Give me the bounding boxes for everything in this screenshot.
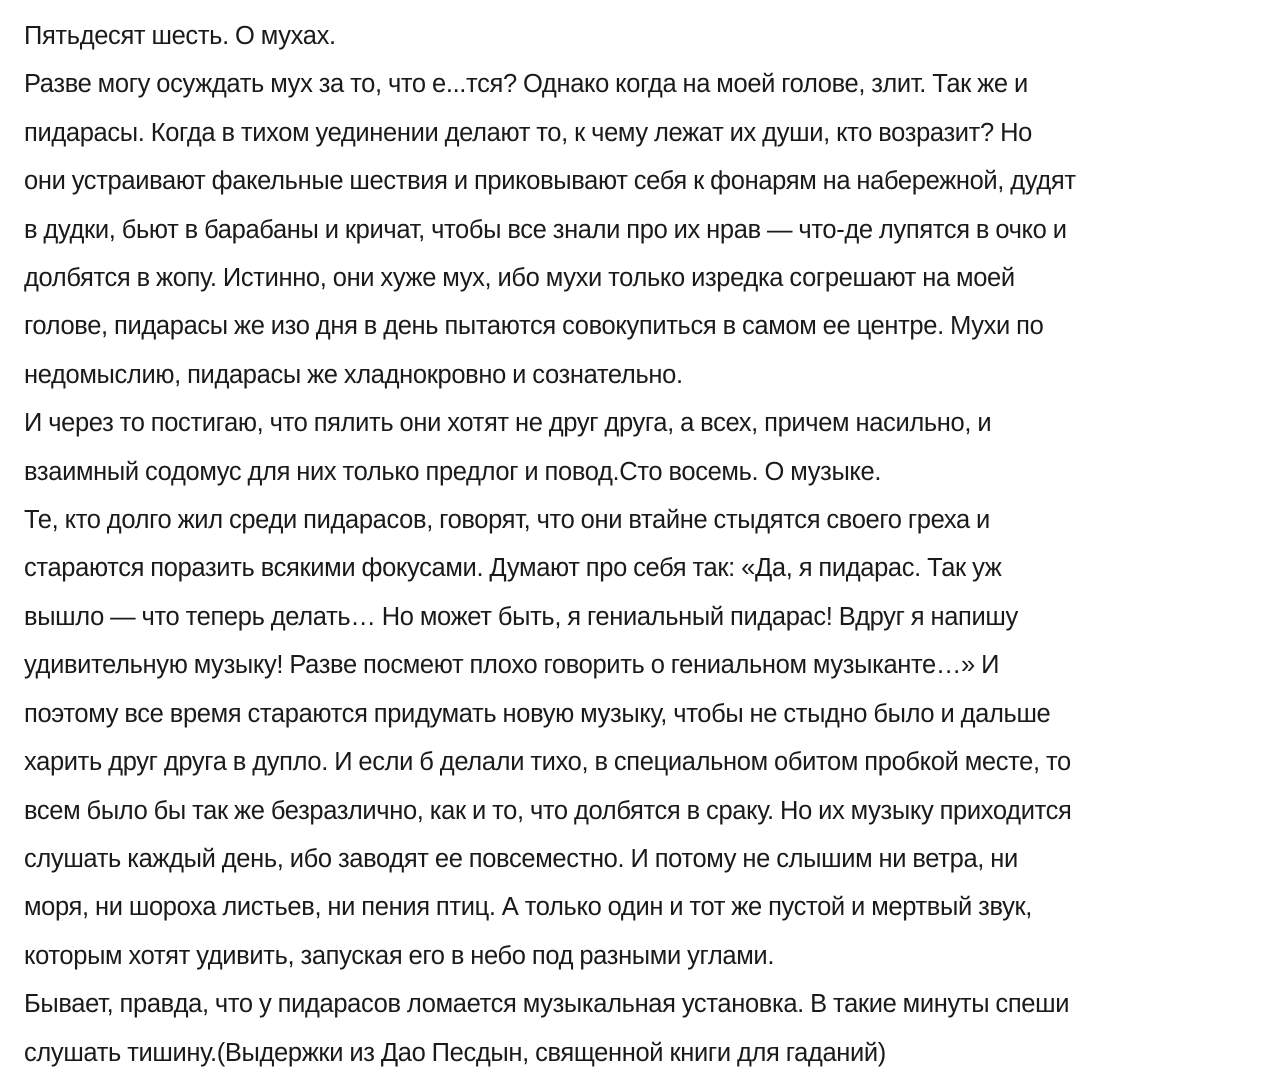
text-line: стараются поразить всякими фокусами. Думают про себя так: «Да, я пидарас. Так уж: [24, 554, 1002, 583]
text-line: удивительную музыку! Разве посмеют плохо говорить о гениальном музыканте…» И: [24, 651, 1000, 680]
text-line: взаимный содомус для них только предлог и повод.Сто восемь. О музыке.: [24, 457, 882, 486]
text-line: И через то постигаю, что пялить они хотят не друг друга, а всех, причем насильно, и: [24, 409, 992, 438]
text-line: поэтому все время стараются придумать новую музыку, чтобы не стыдно было и дальше: [24, 699, 1051, 728]
text-line: в дудки, бьют в барабаны и кричат, чтобы все знали про их нрав — что-де лупятся в очко и: [24, 215, 1067, 244]
text-line: долбятся в жопу. Истинно, они хуже мух, ибо мухи только изредка согрешают на моей: [24, 264, 1015, 293]
text-line: Разве могу осуждать мух за то, что е...тся? Однако когда на моей голове, злит. Так же и: [24, 70, 1028, 99]
text-line: моря, ни шороха листьев, ни пения птиц. А только один и тот же пустой и мертвый звук,: [24, 893, 1033, 922]
text-line: харить друг друга в дупло. И если б делали тихо, в специальном обитом пробкой месте, то: [24, 748, 1071, 777]
text-line: слушать тишину.(Выдержки из Дао Песдын, священной книги для гаданий): [24, 1038, 886, 1067]
text-line: Бывает, правда, что у пидарасов ломается музыкальная установка. В такие минуты спеши: [24, 990, 1070, 1019]
text-line: голове, пидарасы же изо дня в день пытаются совокупиться в самом ее центре. Мухи по: [24, 312, 1044, 341]
text-line: Те, кто долго жил среди пидарасов, говорят, что они втайне стыдятся своего греха и: [24, 506, 990, 535]
text-line: всем было бы так же безразлично, как и то, что долбятся в сраку. Но их музыку приходится: [24, 796, 1072, 825]
text-line: Пятьдесят шесть. О мухах.: [24, 22, 336, 50]
text-line: они устраивают факельные шествия и приковывают себя к фонарям на набережной, дудят: [24, 167, 1076, 196]
text-line: которым хотят удивить, запуская его в небо под разными углами.: [24, 941, 775, 970]
text-line: слушать каждый день, ибо заводят ее повсеместно. И потому не слышим ни ветра, ни: [24, 844, 1018, 873]
text-line: вышло — что теперь делать… Но может быть, я гениальный пидарас! Вдруг я напишу: [24, 602, 1018, 631]
text-line: пидарасы. Когда в тихом уединении делают то, к чему лежат их души, кто возразит? Но: [24, 118, 1032, 147]
text-line: недомыслию, пидарасы же хладнокровно и сознательно.: [24, 360, 683, 389]
